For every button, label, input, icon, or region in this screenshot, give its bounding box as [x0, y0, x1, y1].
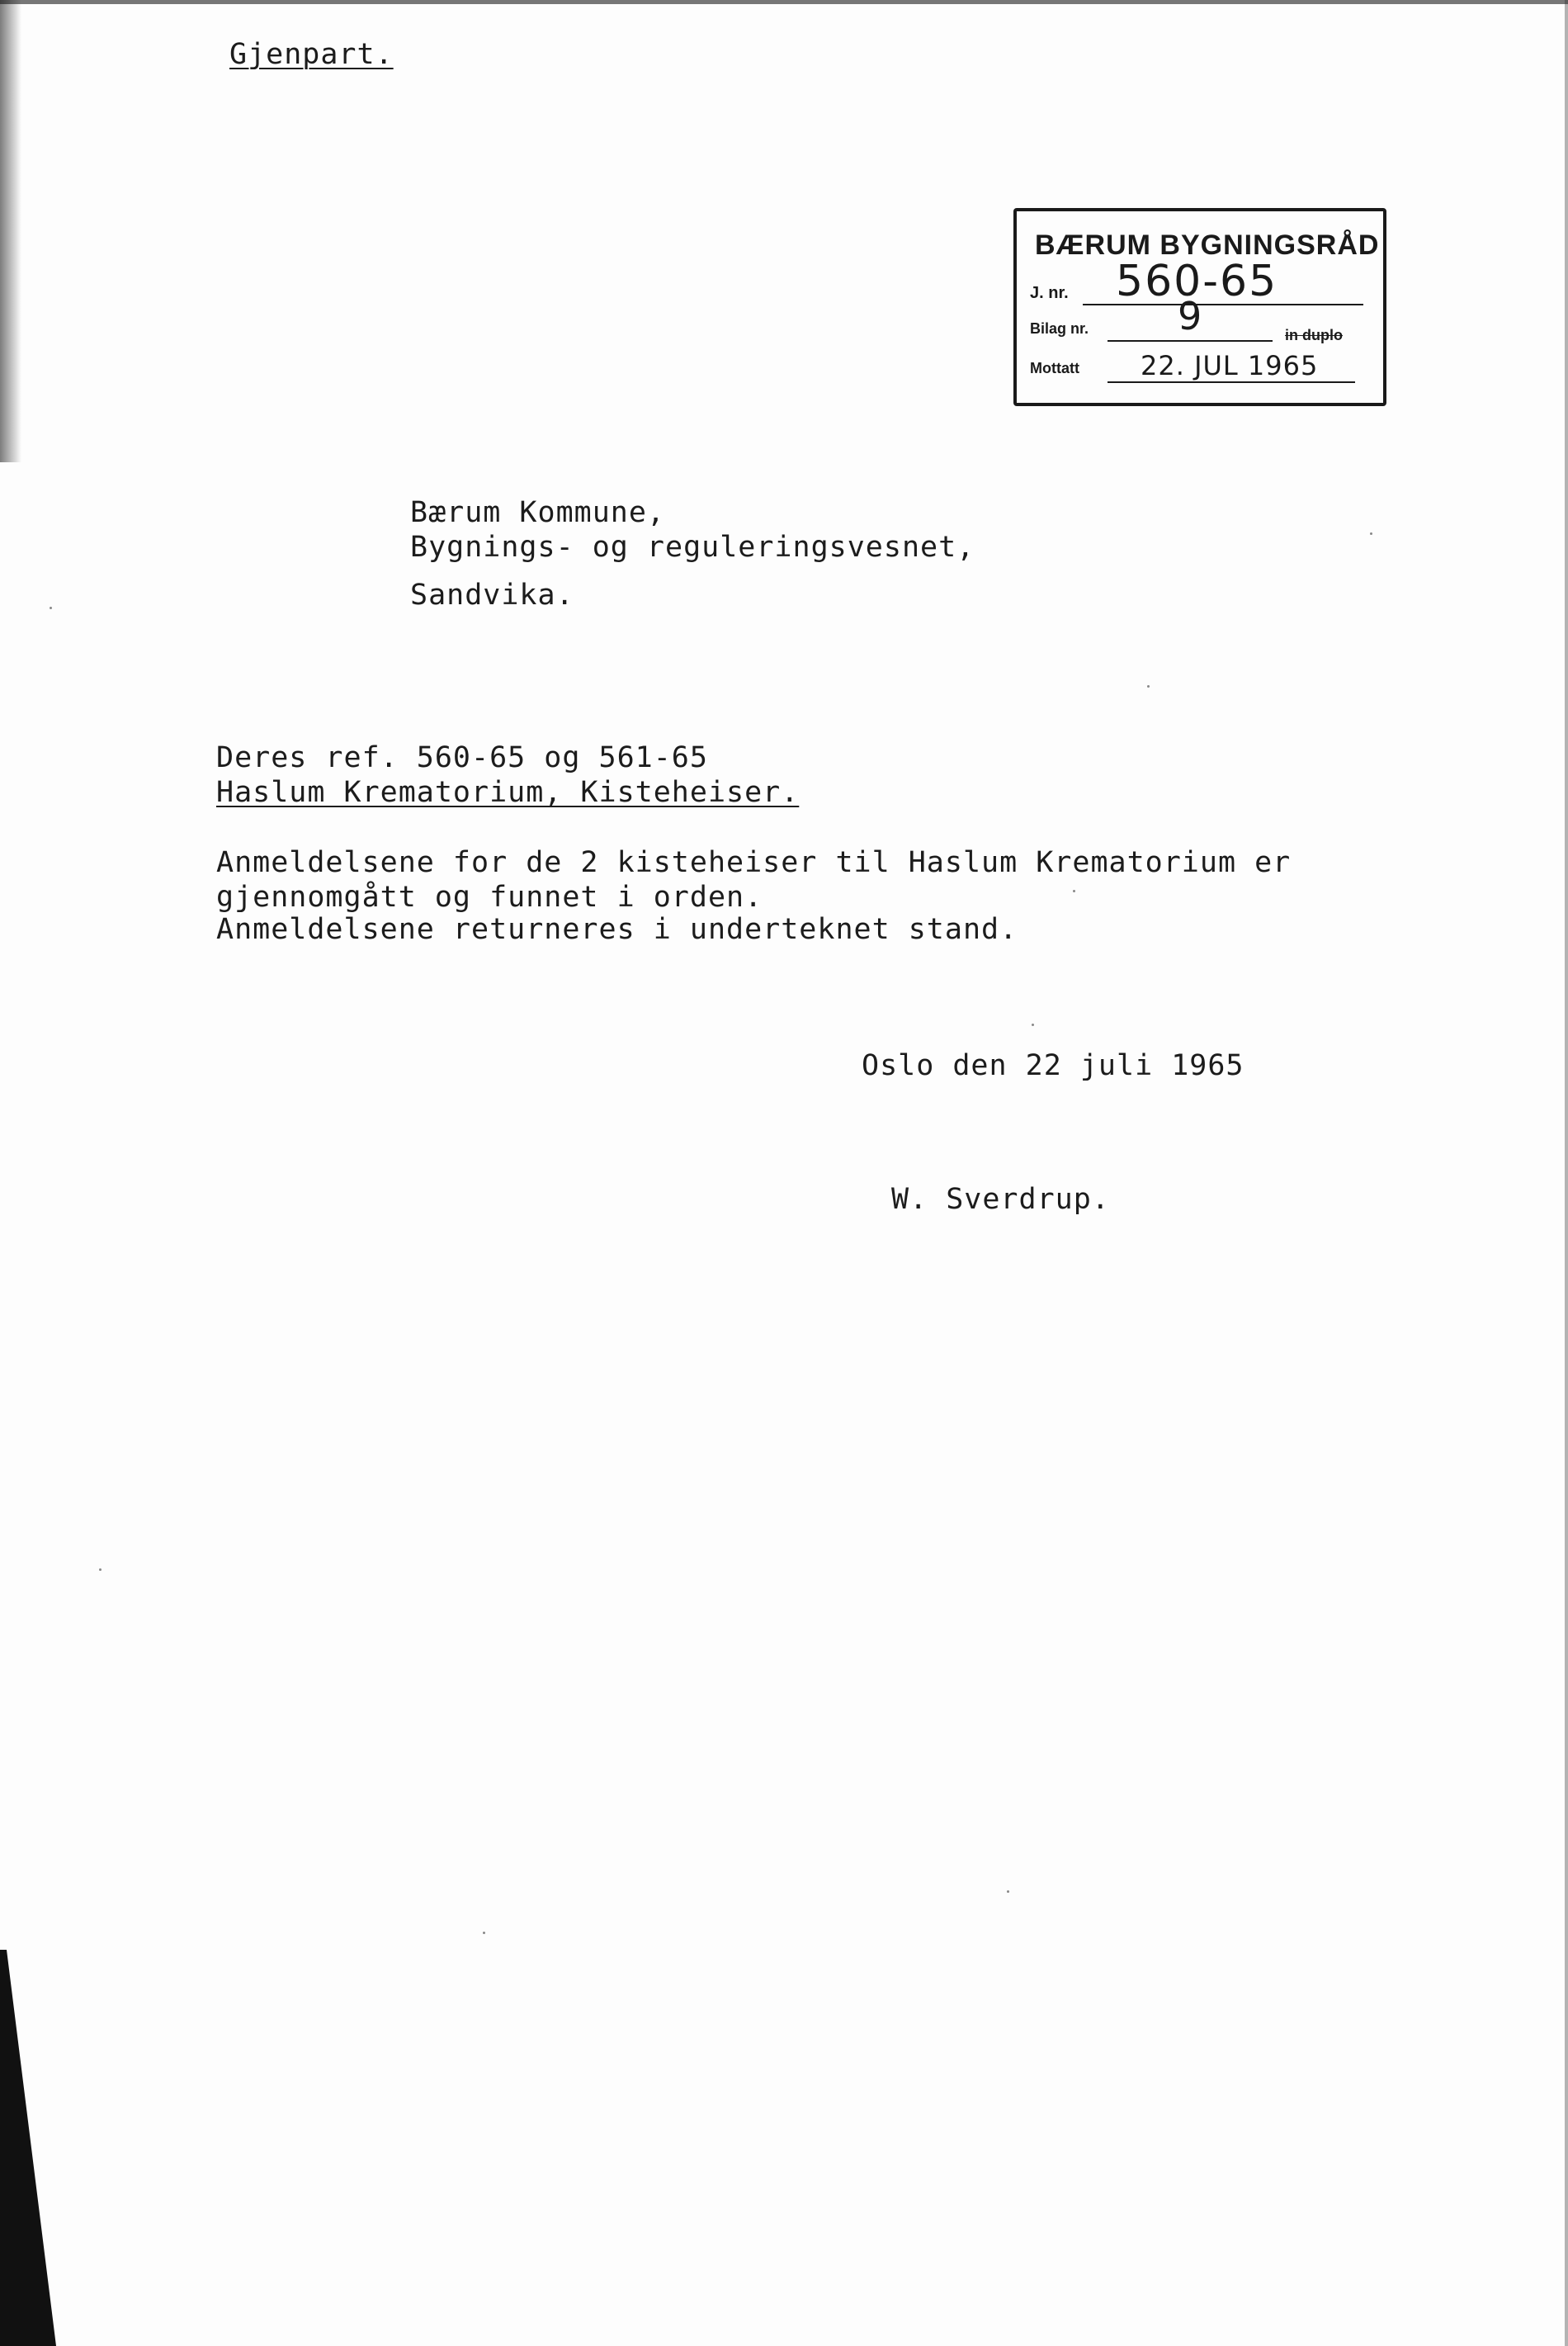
stamp-bilag-line: [1108, 340, 1273, 342]
scan-top-edge: [0, 0, 1568, 4]
scan-speck: [1147, 685, 1150, 688]
stamp-bilag-label: Bilag nr.: [1030, 320, 1089, 337]
recipient-city: Sandvika.: [410, 579, 574, 612]
stamp-title: BÆRUM BYGNINGSRÅD: [1035, 229, 1380, 261]
body-line-1: Anmeldelsene for de 2 kisteheiser til Haslum Krematorium er: [216, 846, 1292, 879]
recipient-department: Bygnings- og reguleringsvesnet,: [410, 531, 975, 564]
scan-speck: [483, 1932, 485, 1934]
scan-speck: [99, 1568, 102, 1571]
scan-speck: [1370, 532, 1372, 535]
scan-left-edge: [0, 0, 21, 462]
stamp-mottatt-line: [1108, 381, 1355, 383]
signature: W. Sverdrup.: [891, 1183, 1110, 1216]
office-stamp: [1013, 208, 1386, 406]
body-line-3: Anmeldelsene returneres i underteknet stand.: [216, 913, 1018, 946]
reference-line: Deres ref. 560-65 og 561-65: [216, 741, 708, 774]
stamp-bilag-value: 9: [1178, 294, 1204, 338]
stamp-mottatt-label: Mottatt: [1030, 360, 1079, 376]
recipient-name: Bærum Kommune,: [410, 496, 666, 529]
scan-speck: [1007, 1890, 1009, 1893]
scan-speck: [1073, 890, 1075, 892]
stamp-bilag-extra: in duplo: [1285, 327, 1343, 343]
body-line-2: gjennomgått og funnet i orden.: [216, 881, 763, 914]
stamp-mottatt-value: 22. JUL 1965: [1141, 350, 1319, 381]
scan-speck: [50, 607, 52, 609]
place-date: Oslo den 22 juli 1965: [862, 1049, 1244, 1082]
scan-speck: [1032, 1024, 1034, 1026]
copy-label: Gjenpart.: [229, 38, 394, 71]
stamp-journal-value: 560-65: [1116, 257, 1278, 306]
subject-title: Haslum Krematorium, Kisteheiser.: [216, 776, 800, 809]
stamp-journal-label: J. nr.: [1030, 284, 1069, 302]
scan-corner-shadow: [0, 1950, 66, 2346]
scan-right-edge: [1565, 0, 1568, 2346]
